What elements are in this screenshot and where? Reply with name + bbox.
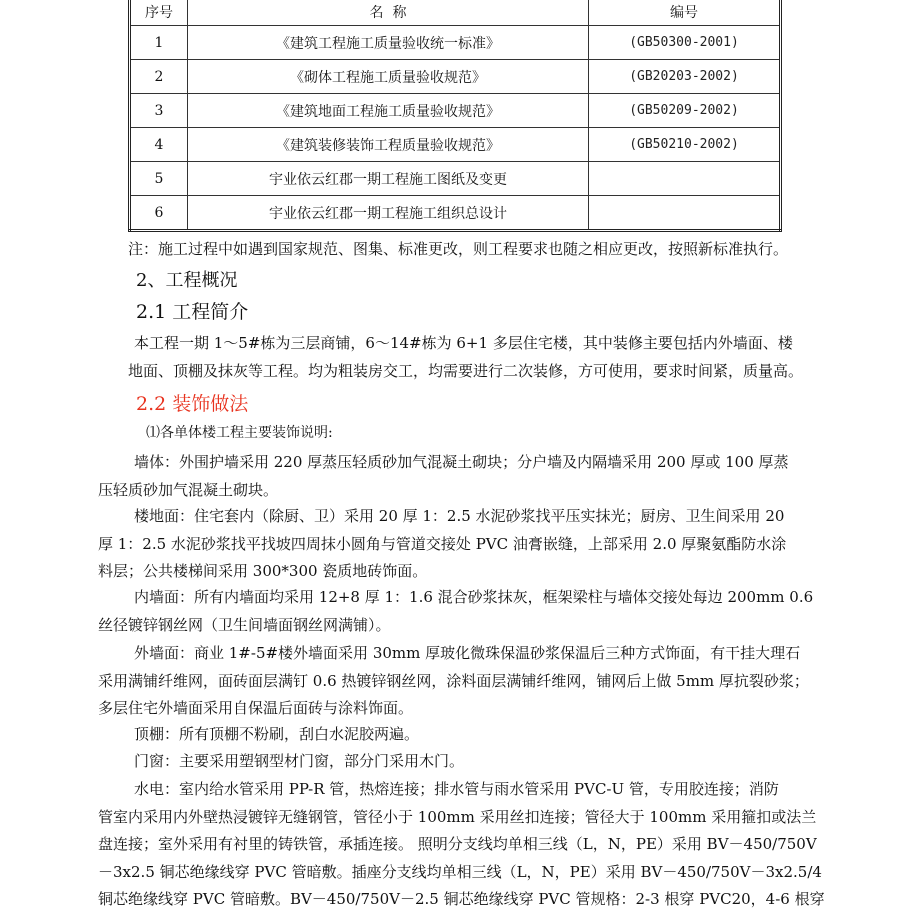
row-no: 5 [130,162,188,196]
row-name: 《建筑装修装饰工程质量验收规范》 [188,128,589,162]
outer-wall-paragraph [98,640,809,723]
row-name: 《砌体工程施工质量验收规范》 [188,60,589,94]
section-heading-decoration: 2.2 装饰做法 [136,393,249,415]
decoration-desc-title: ⑴各单体楼工程主要装饰说明: [146,425,333,441]
inner-wall-line: 丝径镀锌钢丝网（卫生间墙面钢丝网满铺）。 [98,615,391,634]
outer-wall-line: 多层住宅外墙面采用自保温后面砖与涂料饰面。 [98,699,414,718]
floor-paragraph [98,503,787,586]
row-name: 《建筑工程施工质量验收统一标准》 [188,26,589,60]
row-name: 宇业依云红郡一期工程施工组织总设计 [188,196,589,231]
row-code: (GB50300-2001) [589,26,781,60]
wall-line: 压轻质砂加气混凝土砌块。 [98,480,279,499]
row-code: (GB20203-2002) [589,60,781,94]
wall-paragraph [98,449,789,504]
table-row [130,128,781,162]
inner-wall-line: 内墙面：所有内墙面均采用 12+8 厚 1：1.6 混合砂浆抹灰，框架梁柱与墙体交接处每边 200mm 0.6 [134,588,814,606]
floor-line: 料层；公共楼梯间采用 300*300 瓷质地砖饰面。 [98,562,428,581]
row-no: 1 [130,26,188,60]
table-row [130,60,781,94]
row-no: 6 [130,196,188,231]
table-row [130,162,781,196]
col-header-no: 序号 [130,0,188,26]
standards-table [128,0,782,232]
mep-line: 铜芯绝缘线穿 PVC 管暗敷。BV－450/750V－2.5 铜芯绝缘线穿 PVC 管规格：2-3 根穿 PVC20，4-6 根穿 [98,890,825,909]
row-code: (GB50210-2002) [589,128,781,162]
section-heading-intro: 2.1 工程简介 [136,301,249,323]
outer-wall-line: 外墙面：商业 1#-5#楼外墙面采用 30mm 厚玻化微珠保温砂浆保温后三种方式饰面，有干挂大理石 [134,644,801,662]
col-header-code: 编号 [589,0,781,26]
row-code [589,196,781,231]
section-heading-overview: 2、工程概况 [136,270,238,291]
intro-line: 地面、顶棚及抹灰等工程。均为粗装房交工，均需要进行二次装修，方可使用，要求时间紧，质量高。 [128,361,804,380]
col-header-name: 名 称 [188,0,589,26]
inner-wall-paragraph [98,584,814,639]
doors-line: 门窗：主要采用塑钢型材门窗，部分门采用木门。 [134,752,465,770]
row-no: 4 [130,128,188,162]
wall-line: 墙体：外围护墙采用 220 厚蒸压轻质砂加气混凝土砌块；分户墙及内隔墙采用 200 厚或 100 厚蒸 [134,453,789,471]
mep-line: －3x2.5 铜芯绝缘线穿 PVC 管暗敷。插座分支线均单相三线（L，N，PE）采用 BV－450/750V－3x2.5/4 [98,862,822,881]
floor-line: 楼地面：住宅套内（除厨、卫）采用 20 厚 1：2.5 水泥砂浆找平压实抹光；厨房、卫生间采用 20 [134,507,785,525]
table-row [130,26,781,60]
standards-note: 注：施工过程中如遇到国家规范、图集、标准更改，则工程要求也随之相应更改，按照新标准执行。 [128,240,789,258]
intro-paragraph [128,330,804,385]
mep-line: 管室内采用内外壁热浸镀锌无缝钢管，管径小于 100mm 采用丝扣连接；管径大于 100mm 采用箍扣或法兰 [98,807,817,826]
mep-line: 水电：室内给水管采用 PP-R 管，热熔连接；排水管与雨水管采用 PVC-U 管，专用胶连接；消防 [134,780,779,798]
table-row [130,94,781,128]
floor-line: 厚 1：2.5 水泥砂浆找平找坡四周抹小圆角与管道交接处 PVC 油膏嵌缝，上部采用 2.0 厚聚氨酯防水涂 [98,534,787,553]
row-no: 3 [130,94,188,128]
mep-line: 盘连接；室外采用有衬里的铸铁管，承插连接。 照明分支线均单相三线（L，N，PE）采用 BV－450/750V [98,835,817,854]
outer-wall-line: 采用满铺纤维网，面砖面层满钉 0.6 热镀锌钢丝网，涂料面层满铺纤维网，铺网后上做 5mm 厚抗裂砂浆； [98,671,809,690]
table-header-row [130,0,781,26]
mep-paragraph [98,776,825,914]
row-code [589,162,781,196]
row-code: (GB50209-2002) [589,94,781,128]
intro-line: 本工程一期 1～5#栋为三层商铺，6～14#栋为 6+1 多层住宅楼，其中装修主要包括内外墙面、楼 [134,334,793,352]
row-no: 2 [130,60,188,94]
ceiling-line: 顶棚：所有顶棚不粉刷，刮白水泥胶两遍。 [134,725,420,743]
row-name: 《建筑地面工程施工质量验收规范》 [188,94,589,128]
row-name: 宇业依云红郡一期工程施工图纸及变更 [188,162,589,196]
table-row [130,196,781,231]
